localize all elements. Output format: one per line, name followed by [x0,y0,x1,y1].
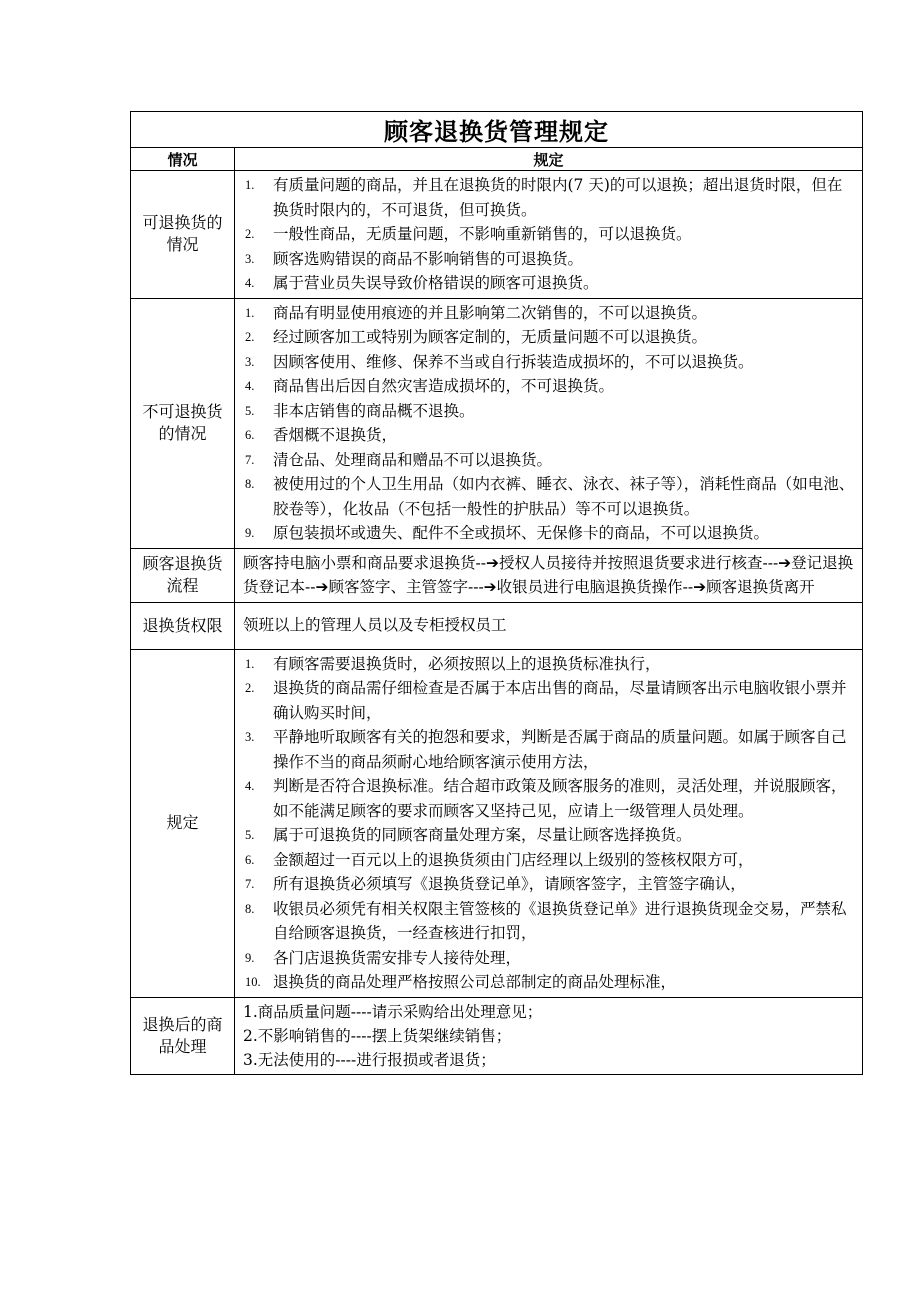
list-item-text: 退换货的商品处理严格按照公司总部制定的商品处理标准， [273,973,677,991]
list-item-number: 8. [245,477,255,491]
list-item-number: 4. [245,276,255,290]
list-item-text: 商品售出后因自然灾害造成损坏的，不可退换货。 [273,377,615,395]
authority-label: 退换货权限 [131,602,235,649]
list-item-number: 10. [245,975,261,989]
rules-label: 规定 [131,649,235,997]
nonreturnable-content [235,298,863,548]
row-after [131,997,863,1074]
list-item-number: 3. [245,730,255,744]
list-item-number: 6. [245,852,255,867]
nonreturnable-list [243,301,856,546]
list-item-number: 5. [245,403,255,418]
list-item-number: 2. [245,681,255,695]
list-item-text: 属于可退换货的同顾客商量处理方案，尽量让顾客选择换货。 [273,826,692,844]
list-item-text: 清仓品、处理商品和赠品不可以退换货。 [273,450,553,469]
list-item-text: 一般性商品，无质量问题，不影响重新销售的，可以退换货。 [273,225,692,243]
returnable-content [235,171,863,299]
list-item-text: 金额超过一百元以上的退换货须由门店经理以上级别的签核权限方可， [273,850,754,869]
list-item [243,399,856,424]
list-item-number: 9. [245,526,255,540]
list-item-text: 经过顾客加工或特别为顾客定制的，无质量问题不可以退换货。 [273,328,708,346]
returnable-label: 可退换货的情况 [131,171,235,299]
list-item-number: 3. [245,251,255,266]
after-label: 退换后的商品处理 [131,997,235,1074]
document-title: 顾客退换货管理规定 [131,112,863,148]
rules-list [243,652,856,995]
after-line-3: 3.无法使用的----进行报损或者退货； [243,1050,496,1069]
list-item-number: 4. [245,379,255,393]
list-item-number: 8. [245,901,255,916]
list-item-number: 7. [245,452,255,467]
list-item [243,173,856,222]
process-label: 顾客退换货流程 [131,548,235,602]
list-item-text: 香烟概不退换货， [273,426,398,444]
list-item-number: 1. [245,305,255,320]
row-returnable [131,171,863,299]
row-process [131,548,863,602]
list-item-number: 1. [245,656,255,671]
after-content [235,997,863,1074]
list-item [243,423,856,448]
list-item-text: 原包装损坏或遗失、配件不全或损坏、无保修卡的商品，不可以退换货。 [273,524,770,542]
list-item-text: 有质量问题的商品，并且在退换货的时限内(7 天)的可以退换；超出退货时限，但在换货时限内的，不可退货，但可换货。 [273,176,843,219]
list-item-number: 3. [245,354,255,369]
list-item [243,897,856,946]
list-item-number: 2. [245,227,255,241]
list-item-number: 9. [245,950,255,965]
process-text: 顾客持电脑小票和商品要求退换货--➔授权人员接待并按照退货要求进行核查---➔登记退换货登记本--➔顾客签字、主管签字---➔收银员进行电脑退换货操作--➔顾客退换货离开 [235,548,863,602]
list-item-text: 所有退换货必须填写《退换货登记单》，请顾客签字，主管签字确认， [273,875,746,893]
row-rules [131,649,863,997]
list-item-text: 顾客选购错误的商品不影响销售的可退换货。 [273,249,584,268]
returnable-list [243,173,856,296]
list-item-text: 退换货的商品需仔细检查是否属于本店出售的商品，尽量请顾客出示电脑收银小票并确认购买时间， [273,679,847,722]
header-situation: 情况 [131,148,235,171]
list-item [243,848,856,873]
list-item [243,872,856,897]
list-item [243,823,856,848]
list-item [243,472,856,521]
list-item-number: 5. [245,828,255,842]
list-item-number: 2. [245,330,255,344]
header-rules: 规定 [235,148,863,171]
list-item-text: 属于营业员失误导致价格错误的顾客可退换货。 [273,274,599,292]
list-item-text: 因顾客使用、维修、保养不当或自行拆装造成损坏的，不可以退换货。 [273,352,754,371]
rules-content [235,649,863,997]
list-item [243,725,856,774]
list-item-number: 6. [245,428,255,442]
list-item-number: 4. [245,779,255,793]
list-item [243,247,856,272]
after-line-1: 1.商品质量问题----请示采购给出处理意见； [243,1002,543,1021]
list-item-text: 商品有明显使用痕迹的并且影响第二次销售的，不可以退换货。 [273,303,708,322]
list-item [243,676,856,725]
list-item [243,222,856,247]
list-item [243,271,856,296]
list-item-text: 被使用过的个人卫生用品（如内衣裤、睡衣、泳衣、袜子等），消耗性商品（如电池、胶卷等），化妆品（不包括一般性的护肤品）等不可以退换货。 [273,475,855,518]
list-item-text: 平静地听取顾客有关的抱怨和要求，判断是否属于商品的质量问题。如属于顾客自己操作不当的商品须耐心地给顾客演示使用方法， [273,728,847,771]
list-item [243,970,856,995]
list-item [243,774,856,823]
list-item [243,301,856,326]
list-item-text: 收银员必须凭有相关权限主管签核的《退换货登记单》进行退换货现金交易，严禁私自给顾客退换货，一经查核进行扣罚， [273,899,847,942]
list-item-number: 7. [245,877,255,891]
list-item [243,652,856,677]
list-item [243,521,856,546]
list-item [243,374,856,399]
list-item-text: 有顾客需要退换货时，必须按照以上的退换货标准执行， [273,654,661,673]
authority-text: 领班以上的管理人员以及专柜授权员工 [235,602,863,649]
list-item [243,448,856,473]
return-policy-table [130,111,863,1075]
list-item [243,350,856,375]
list-item-text: 判断是否符合退换标准。结合超市政策及顾客服务的准则，灵活处理，并说服顾客，如不能满足顾客的要求而顾客又坚持己见，应请上一级管理人员处理。 [273,777,847,820]
list-item-text: 各门店退换货需安排专人接待处理， [273,948,522,967]
row-authority [131,602,863,649]
row-nonreturnable [131,298,863,548]
list-item [243,325,856,350]
after-line-2: 2.不影响销售的----摆上货架继续销售； [243,1026,512,1045]
list-item-number: 1. [245,178,255,192]
list-item-text: 非本店销售的商品概不退换。 [273,401,475,420]
nonreturnable-label: 不可退换货的情况 [131,298,235,548]
list-item [243,946,856,971]
